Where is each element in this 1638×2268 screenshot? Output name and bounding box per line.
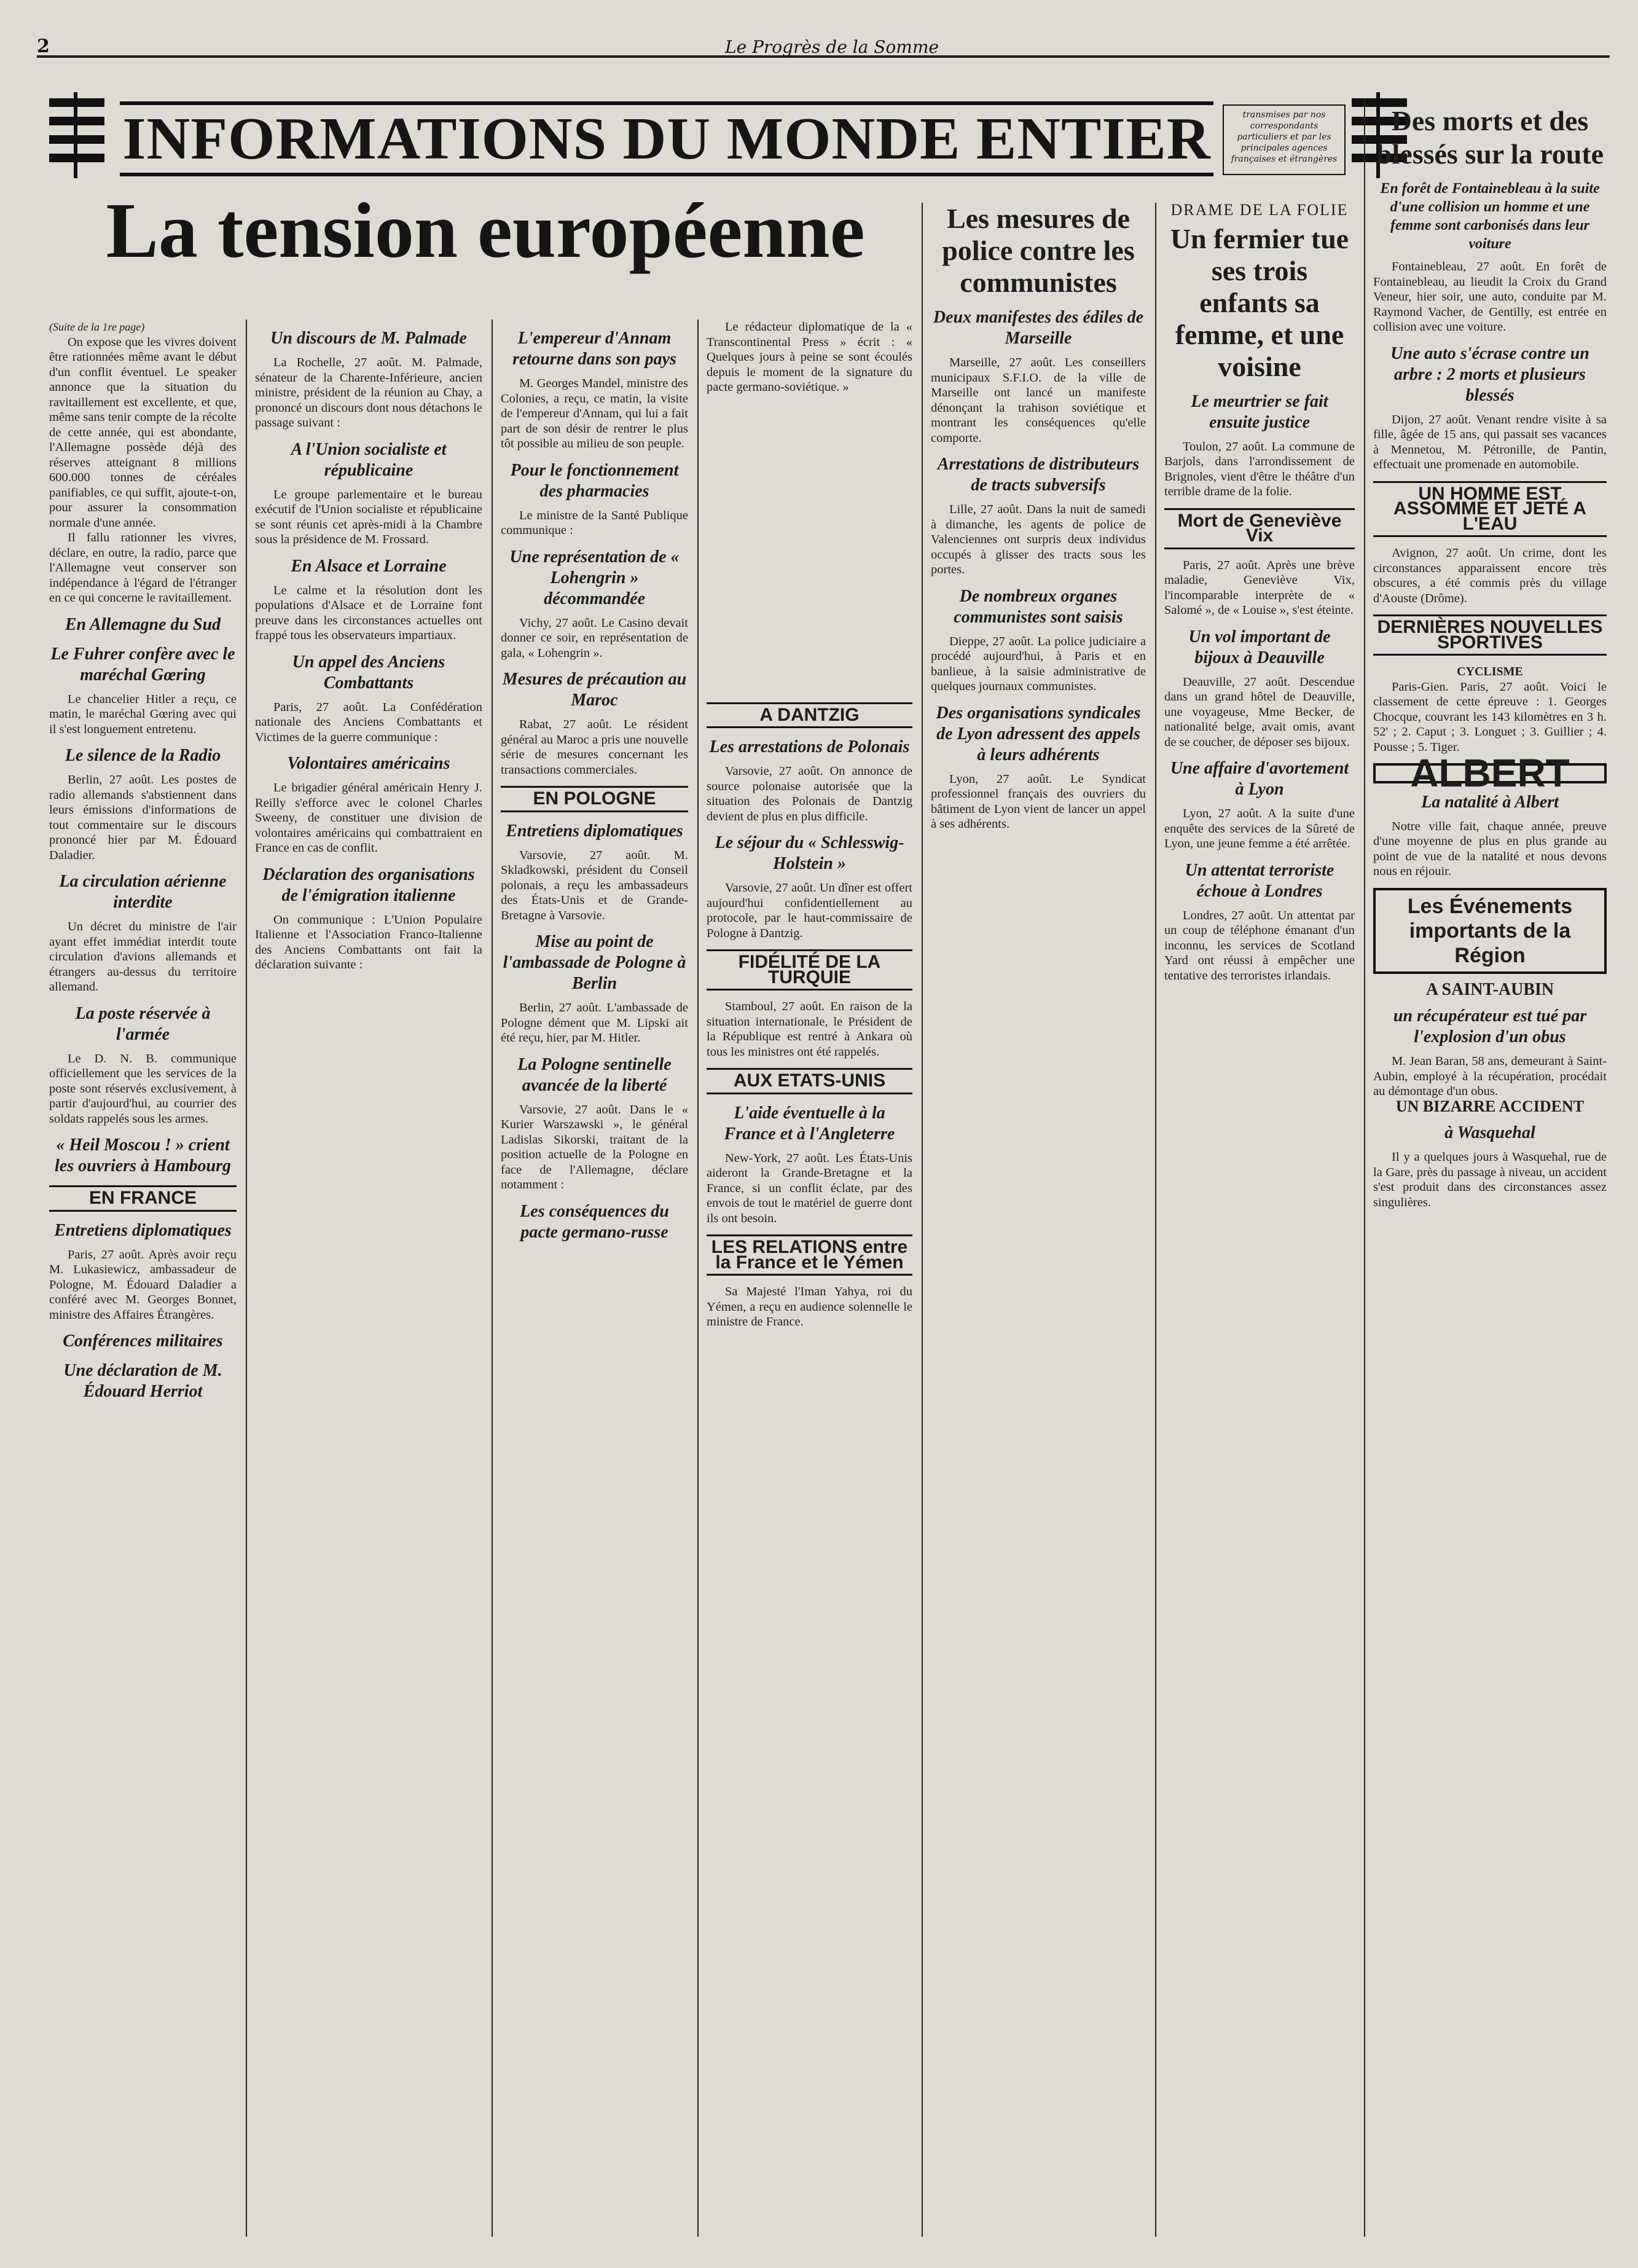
text-volontaires: Le brigadier général américain Henry J. Reilly s'efforce avec le colonel Charles Sweeny, de constituer une division de volontaires américains qui combattraient en France en cas de conflit. [255,781,482,855]
section-turquie: FIDÉLITÉ DE LA TURQUIE [707,949,912,991]
headline-fermier: Un fermier tue ses trois enfants sa femme, et une voisine [1170,222,1349,382]
section-arrestations-tracts: Arrestations de distributeurs de tracts subversifs [937,455,1140,495]
section-entretiens: Entretiens diplomatiques [54,1220,232,1240]
section-annam: L'empereur d'Annam retourne dans son pays [512,329,676,369]
column-rule [1155,203,1156,2237]
section-heil: « Heil Moscou ! » crient les ouvriers à Hambourg [54,1136,232,1175]
lead-body-2: Il fallu rationner les vivres, déclare, en outre, la radio, parce que l'Allemagne veut conserver son indépendance à l'égard de l'étranger en ce qui concerne le ravitaillement. [49,531,237,605]
text-emigration: On communique : L'Union Populaire Italienne et l'Association Franco-Italienne des Anciens Combattants ont fait la déclaration suivante : [255,912,482,971]
section-syndicales: Des organisations syndicales de Lyon adressent des appels à leurs adhérents [936,703,1141,764]
section-maroc: Mesures de précaution au Maroc [502,670,687,710]
section-palmade: Un discours de M. Palmade [270,329,467,348]
section-lohengrin: Une représentation de « Lohengrin » décommandée [509,547,680,608]
text-albert: Notre ville fait, chaque année, preuve d'une moyenne de plus en plus grande au point de vue de la natalité et nous devons nous en réjouir. [1373,819,1607,878]
column-3 [501,320,688,1249]
section-meurtrier: Le meurtrier se fait ensuite justice [1191,391,1328,432]
text-bijoux: Deauville, 27 août. Descendue dans un grand hôtel de Deauville, une voyageuse, Mme Becker, de nationalité belge, avait omis, avant de se coucher, de déposer ses bijoux. [1164,675,1355,749]
text-marseille: Marseille, 27 août. Les conseillers municipaux S.F.I.O. de la ville de Marseille ont lancé un manifeste dénonçant la trahison soviétique et montrant les conséquences qu'elle comporte. [931,356,1146,445]
section-saint-aubin-sub: un récupérateur est tué par l'explosion d'un obus [1393,1006,1587,1046]
section-emigration: Déclaration des organisations de l'émigration italienne [262,865,475,905]
headline-evenements: Les Événements importants de la Région [1373,888,1607,974]
text-vix: Paris, 27 août. Après une brève maladie, Geneviève Vix, l'incomparable interprète de « Salomé », de « Louise », s'est éteinte. [1164,558,1355,617]
text-annam: M. Georges Mandel, ministre des Colonies, a reçu, ce matin, la visite de l'empereur d'Annam, qui lui a fait part de son désir de rentrer le plus tôt possible au milieu de son peuple. [501,377,688,450]
section-union: A l'Union socialiste et républicaine [291,439,447,480]
text-arrestations-tracts: Lille, 27 août. Dans la nuit de samedi à dimanche, les agents de police de Valenciennes ont surpris deux individus occupés à glisser des tracts sous les portes. [931,503,1146,576]
section-pologne: EN POLOGNE [501,786,688,812]
text-silence: Berlin, 27 août. Les postes de radio allemands s'abstiennent dans leurs émissions d'informations de tout commentaire sur le discours prononcé hier par M. Édouard Daladier. [49,773,237,862]
section-anciens: Un appel des Anciens Combattants [292,652,445,693]
section-morts-sub: En forêt de Fontainebleau à la suite d'une collision un homme et une femme sont carbonisés dans leur voiture [1380,181,1600,252]
text-auto: Dijon, 27 août. Venant rendre visite à sa fille, âgée de 15 ans, qui passait ses vacances à Mennetou, M. Pétronille, de Pantin, effectuait une promenade en automobile. [1373,412,1607,471]
section-relations: LES RELATIONS entre la France et le Yémen [707,1234,912,1276]
text-lohengrin: Vichy, 27 août. Le Casino devait donner ce soir, en représentation de gala, « Lohengrin ». [501,616,688,660]
section-arrestations-pl: Les arrestations de Polonais [709,737,910,756]
section-volontaires: Volontaires américains [287,754,450,773]
section-marseille: Deux manifestes des édiles de Marseille [933,308,1144,348]
section-circulation: La circulation aérienne interdite [59,872,227,912]
text-palmade: La Rochelle, 27 août. M. Palmade, sénateur de la Charente-Inférieure, ancien ministre, président de la réunion au Chay, a prononcé un discours dont nous détachons le passage suivant : [255,356,482,430]
section-vix: Mort de Geneviève Vix [1164,508,1355,549]
text-turquie: Stamboul, 27 août. En raison de la situation internationale, le Président de la République est rentré à Ankara où tous les ministres ont été rappelés. [707,1000,912,1059]
section-conferences: Conférences militaires [63,1332,223,1351]
headline-albert: ALBERT [1373,763,1607,783]
banner-title: INFORMATIONS DU MONDE ENTIER [120,101,1213,176]
text-alsace: Le calme et la résolution dont les populations d'Alsace et de Lorraine font preuve dans les circonstances actuelles ont frappé tous les observateurs impartiaux. [255,583,482,642]
column-2 [255,320,482,973]
headline-morts: Des morts et des blessés sur la route [1376,105,1604,170]
label-cyclisme: CYCLISME [1457,665,1523,678]
column-6 [1164,203,1355,983]
section-assomme: UN HOMME EST ASSOMMÉ ET JETÉ A L'EAU [1373,481,1607,538]
section-sportives: DERNIÈRES NOUVELLES SPORTIVES [1373,614,1607,656]
headline-police: Les mesures de police contre les communistes [942,203,1135,298]
column-5 [931,203,1146,832]
continuation-note: (Suite de la 1re page) [49,321,145,333]
column-rule [922,203,923,2237]
column-7 [1373,104,1607,1210]
text-sentinelle: Varsovie, 27 août. Dans le « Kurier Warszawski », le général Ladislas Sikorski, traitant de la position actuelle de la Pologne en face de l'Allemagne, déclare notamment : [501,1102,688,1191]
section-bizarre: UN BIZARRE ACCIDENT [1395,1097,1585,1115]
section-bijoux: Un vol important de bijoux à Deauville [1188,627,1331,667]
text-bizarre: Il y a quelques jours à Wasquehal, rue de la Gare, près du passage à niveau, un accident s'est produit dans des circonstances assez singulières. [1373,1150,1607,1209]
text-france: Paris, 27 août. Après avoir reçu M. Lukasiewicz, ambassadeur de Pologne, M. Édouard Daladier a conféré avec M. Georges Bonnet, ministre des Affaires Étrangères. [49,1247,237,1322]
text-relations: Sa Majesté l'Iman Yahya, roi du Yémen, a reçu en audience solennelle le ministre de France. [707,1285,912,1328]
section-fuhrer: Le Fuhrer confère avec le maréchal Gœring [50,644,235,685]
text-schlesswig: Varsovie, 27 août. Un dîner est offert aujourd'hui confidentiellement au protocole, par le haut-commissaire de Pologne à Dantzig. [707,881,912,940]
text-cyclisme: Paris-Gien. Paris, 27 août. Voici le classement de cette épreuve : 1. Georges Chocque, couvrant les 143 kilomètres en 3 h. 52' ; 2. Caput ; 3. Longuet ; 3. Guillier ; 4. Pousse ; 5. Tiger. [1373,680,1607,754]
text-consequences: Le rédacteur diplomatique de la « Transcontinental Press » écrit : « Quelques jours à peine se sont écoulés depuis le moment de la signature du pacte germano-soviétique. » [707,320,912,394]
text-entretiens-pl: Varsovie, 27 août. M. Skladkowski, président du Conseil polonais, a reçu les ambassadeurs des États-Unis et de Grande-Bretagne à Varsovie. [501,848,688,922]
section-avortement: Une affaire d'avortement à Lyon [1170,759,1349,799]
text-organes: Dieppe, 27 août. La police judiciaire a procédé aujourd'hui, à Paris et en banlieue, à la saisie administrative de quelques journaux communistes. [931,634,1146,693]
column-1 [49,320,237,1408]
text-attentat: Londres, 27 août. Un attentat par un coup de téléphone émanant d'un inconnu, les services de Scotland Yard ont réussi à empêcher une tentative des terroristes irlandais. [1164,908,1355,983]
section-organes: De nombreux organes communistes sont saisis [954,586,1123,627]
section-alsace: En Alsace et Lorraine [291,556,447,576]
text-morts: Fontainebleau, 27 août. En forêt de Fontainebleau, au lieudit la Croix du Grand Veneur, hier soir, une auto, conduite par M. Raymond Vacher, de Gentilly, est entrée en collision avec une voiture. [1373,260,1607,334]
lead-headline: La tension européenne [106,187,865,274]
text-fuhrer: Le chancelier Hitler a reçu, ce matin, le maréchal Gœring avec qui il s'est longuement entretenu. [49,692,237,736]
section-attentat: Un attentat terroriste échoue à Londres [1185,860,1334,901]
text-saint-aubin: M. Jean Baran, 58 ans, demeurant à Saint-Aubin, employé à la récupération, procédait au démontage d'un obus. [1373,1054,1607,1098]
section-silence-radio: Le silence de la Radio [65,746,221,765]
section-poste: La poste réservée à l'armée [75,1003,211,1044]
text-circulation: Un décret du ministre de l'air ayant effet immédiat interdit toute circulation d'avions allemands et étrangers au-dessus du territoire allemand. [49,920,237,994]
masthead: Le Progrès de la Somme [725,37,939,57]
column-rule [1364,98,1365,2237]
section-consequences: Les conséquences du pacte germano-russe [520,1201,669,1242]
section-aide: L'aide éventuelle à la France et à l'Angleterre [724,1103,895,1144]
section-sentinelle: La Pologne sentinelle avancée de la liberté [517,1054,672,1095]
section-etats-unis: AUX ETATS-UNIS [707,1068,912,1094]
text-syndicales: Lyon, 27 août. Le Syndicat professionnel français des ouvriers du bâtiment de Lyon vient de lancer un appel à ses adhérents. [931,772,1146,831]
section-auto: Une auto s'écrase contre un arbre : 2 morts et plusieurs blessés [1390,343,1589,405]
column-4 [707,320,912,1330]
section-entretiens-pl: Entretiens diplomatiques [506,821,683,841]
section-ambassade: Mise au point de l'ambassade de Pologne à Berlin [503,932,686,993]
section-dantzig: A DANTZIG [707,702,912,729]
text-poste: Le D. N. B. communique officiellement que les services de la poste sont réservés exclusivement, à partir d'aujourd'hui, au courrier des soldats rappelés sous les armes. [49,1051,237,1126]
section-schlesswig: Le séjour du « Schlesswig-Holstein » [715,833,904,873]
section-natalite: La natalité à Albert [1421,792,1559,812]
page-number: 2 [37,36,50,57]
text-union: Le groupe parlementaire et le bureau exécutif de l'Union socialiste et républicaine se sont réunis cet après-midi à la Chambre sous la présidence de M. Frossard. [255,487,482,546]
text-fermier: Toulon, 27 août. La commune de Barjols, dans l'arrondissement de Brignoles, vient d'être le théâtre d'un terrible drame de la folie. [1164,439,1355,498]
section-pharmacies: Pour le fonctionnement des pharmacies [510,460,679,501]
text-assomme: Avignon, 27 août. Un crime, dont les circonstances apparaissent encore très obscures, a été commis près du village d'Aouste (Drôme). [1373,546,1607,605]
text-maroc: Rabat, 27 août. Le résident général au Maroc a pris une nouvelle série de mesures concernant les transactions commerciales. [501,718,688,777]
flag-ornament-left [49,92,104,178]
text-arrestations-pl: Varsovie, 27 août. On annonce de source polonaise autorisée que la situation des Polonais de Dantzig devient de plus en plus difficile. [707,764,912,823]
lead-body: On expose que les vivres doivent être rationnées même avant le début d'un conflit éventuel. Le speaker annonce que la situation du ravitaillement est excellente, et que, même sans tenir compte de la récolte de cette année, qui est abondante, l'Allemagne possède déjà des réserves atteignant 8 millions 600.000 tonnes de céréales panifiables, ce qui suffit, ajoute-t-on, pour assurer la consommation normale d'une année. [49,335,237,530]
text-ambassade: Berlin, 27 août. L'ambassade de Pologne dément que M. Lipski ait été reçu, hier, par M. Hitler. [501,1001,688,1045]
section-en-france: EN FRANCE [49,1185,237,1212]
column-rule [492,320,493,2237]
text-anciens: Paris, 27 août. La Confédération nationale des Anciens Combattants et Victimes de la guerre communique : [255,700,482,744]
column-rule [697,320,699,2237]
text-avortement: Lyon, 27 août. A la suite d'une enquête des services de la Sûreté de Lyon, une jeune femme a été arrêtée. [1164,807,1355,850]
section-allemagne-sud: En Allemagne du Sud [65,614,221,634]
section-saint-aubin: A SAINT-AUBIN [1425,979,1554,999]
section-wasquehal: à Wasquehal [1444,1123,1535,1142]
text-pharmacies: Le ministre de la Santé Publique communique : [501,508,688,537]
banner-note: transmises par nos correspondants particuliers et par les principales agences françaises et étrangères [1223,104,1346,175]
kicker-drame: DRAME DE LA FOLIE [1170,201,1349,219]
section-herriot: Une déclaration de M. Édouard Herriot [63,1361,222,1401]
text-aide: New-York, 27 août. Les États-Unis aideront la Grande-Bretagne et la France, si un conflit éclate, par des envois de tout le matériel de guerre dont ils ont besoin. [707,1151,912,1225]
column-rule [246,320,247,2237]
